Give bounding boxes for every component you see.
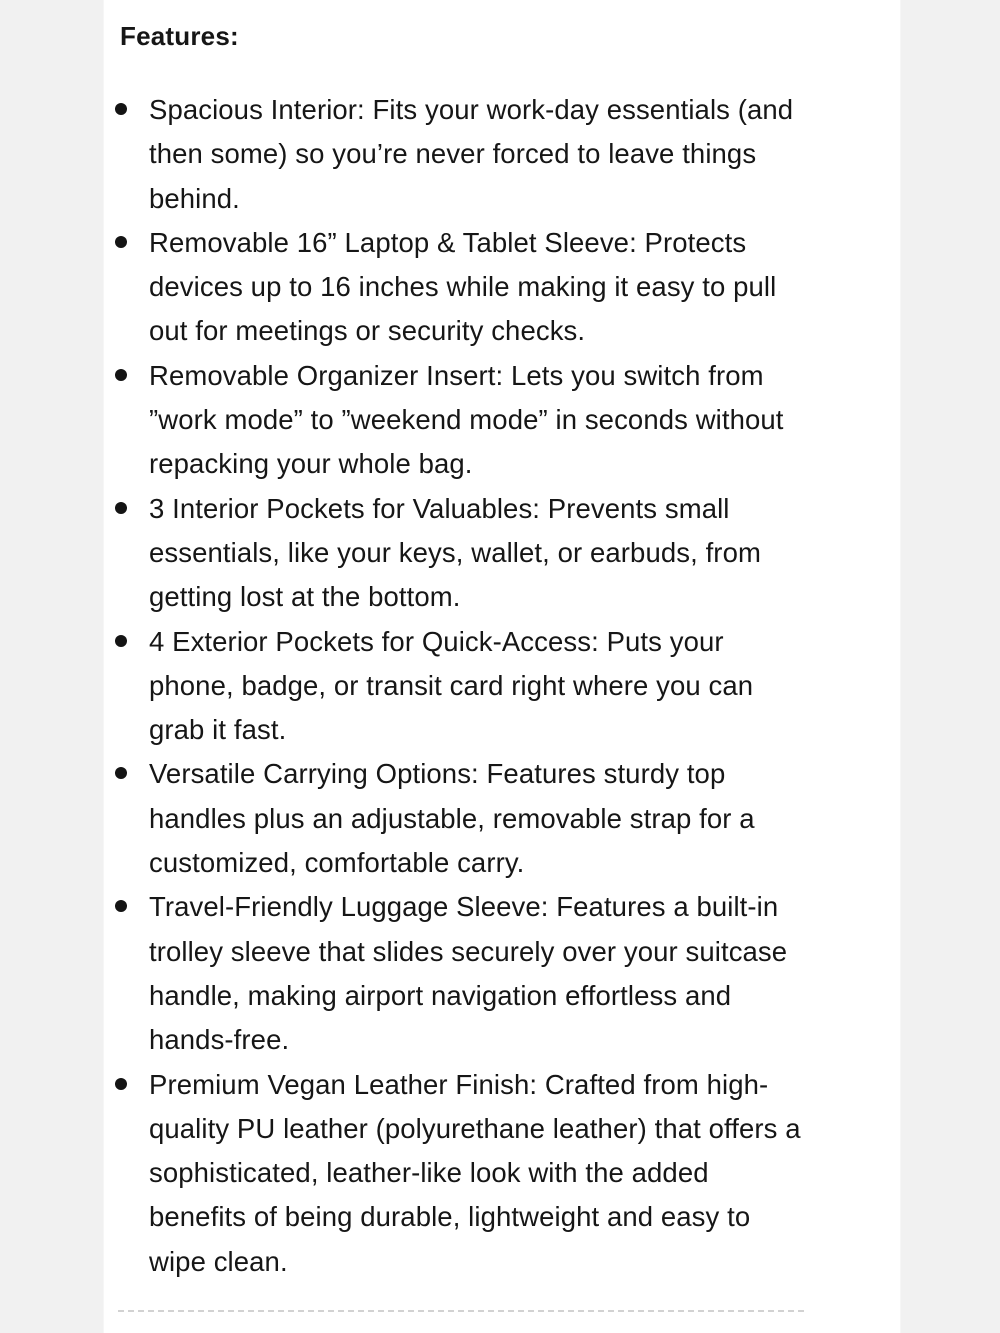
bullet-icon [115,369,127,381]
feature-text: Premium Vegan Leather Finish: Crafted from high-quality PU leather (polyurethane leather) that offers a sophisticated, leather-like look with the added benefits of being durable, lightweight and easy to wipe clean. [149,1068,801,1277]
feature-text: Versatile Carrying Options: Features sturdy top handles plus an adjustable, removable strap for a customized, comfortable carry. [149,758,755,879]
list-item [108,487,808,620]
list-item [108,88,808,221]
list-item [108,752,808,885]
feature-text: 3 Interior Pockets for Valuables: Prevents small essentials, like your keys, wallet, or earbuds, from getting lost at the bottom. [149,492,761,613]
bullet-icon [115,767,127,779]
feature-text: Removable Organizer Insert: Lets you switch from ”work mode” to ”weekend mode” in seconds without repacking your whole bag. [149,359,784,480]
dashed-divider [118,1310,804,1312]
bullet-icon [115,502,127,514]
feature-text: 4 Exterior Pockets for Quick-Access: Puts your phone, badge, or transit card right where you can grab it fast. [149,625,754,746]
list-item [108,221,808,354]
list-item [108,885,808,1062]
bullet-icon [115,1078,127,1090]
features-list [108,88,808,1284]
feature-text: Removable 16” Laptop & Tablet Sleeve: Protects devices up to 16 inches while making it easy to pull out for meetings or security checks. [149,226,777,347]
bullet-icon [115,900,127,912]
bullet-icon [115,103,127,115]
list-item [108,1063,808,1284]
bullet-icon [115,635,127,647]
feature-text: Spacious Interior: Fits your work-day essentials (and then some) so you’re never forced to leave things behind. [149,94,794,214]
list-item [108,354,808,487]
features-heading: Features: [120,21,239,51]
feature-text: Travel-Friendly Luggage Sleeve: Features a built-in trolley sleeve that slides securely over your suitcase handle, making airport navigation effortless and hands-free. [149,891,788,1056]
bullet-icon [115,236,127,248]
list-item [108,620,808,753]
